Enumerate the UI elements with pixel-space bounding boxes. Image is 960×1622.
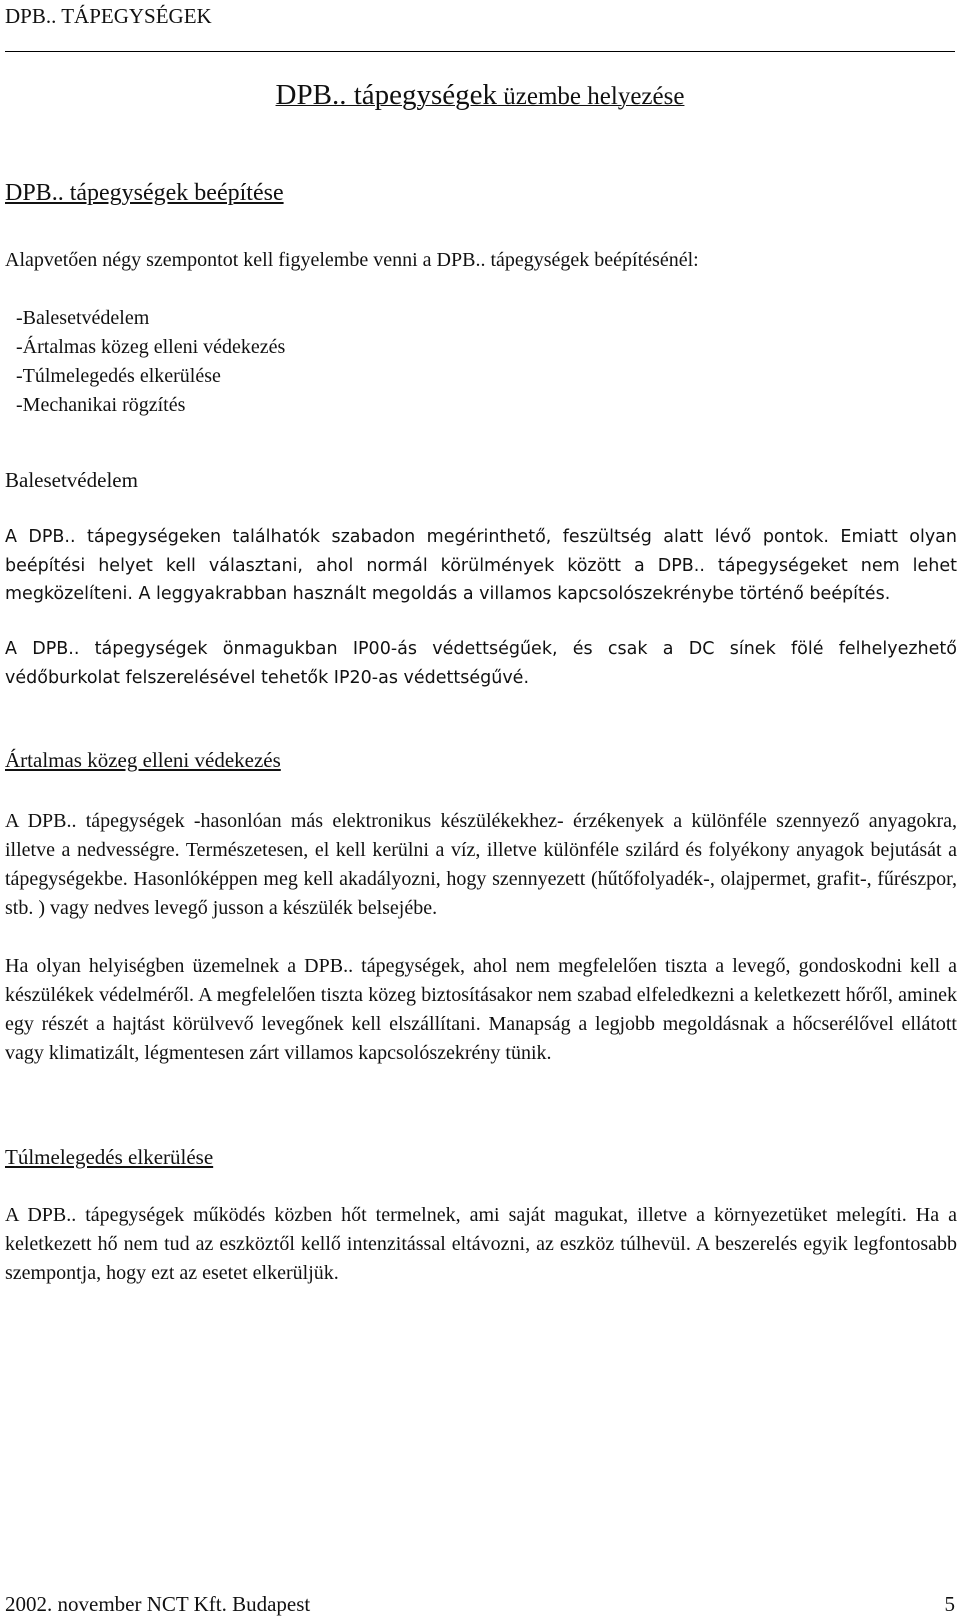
page-title-rest: üzembe helyezése [497,83,685,110]
list-item: -Mechanikai rögzítés [16,394,186,416]
subsection-title-balesetvedelem: Balesetvédelem [5,468,138,492]
balesetvedelem-paragraph-2: A DPB.. tápegységek önmagukban IP00-ás védettségűek, és csak a DC sínek fölé felhelyezhető védőburkolat felszerelésével tehetők IP20-as védettségűvé. [5,639,957,688]
artalmas-paragraph-2: Ha olyan helyiségben üzemelnek a DPB.. tápegységek, ahol nem megfelelően tiszta a levegő, gondoskodni kell a készülékek védelméről. A megfelelően tiszta közeg biztosításakor nem szabad elfeledkezni a keletkezett hőről, aminek egy részét a hajtást körülvevő levegőnek kell elszállítani. Manapság a legjobb megoldásnak a hőcserélővel ellátott vagy klimatizált, légmentesen zárt villamos kapcsolószekrény tünik. [5,955,957,1064]
page-title [0,79,960,112]
list-item: -Túlmelegedés elkerülése [16,365,221,387]
subsection-title-artalmas: Ártalmas közeg elleni védekezés [5,748,281,772]
balesetvedelem-paragraph: A DPB.. tápegységeken találhatók szabadon megérinthető, feszültség alatt lévő pontok. Emiatt olyan beépítési helyet kell választani, ahol normál körülmények között a DPB.. tápegységeket nem lehet megközelíteni. A leggyakrabban használt megoldás a villamos kapcsolószekrénybe történő beépítés. [5,527,957,604]
section-title: DPB.. tápegységek beépítése [5,180,284,206]
intro-text: Alapvetően négy szempontot kell figyelembe venni a DPB.. tápegységek beépítésénél: [5,249,699,271]
artalmas-paragraph: A DPB.. tápegységek -hasonlóan más elektronikus készülékekhez- érzékenyek a különféle szennyező anyagokra, illetve a nedvességre. Természetesen, el kell kerülni a víz, illetve különféle szilárd és folyékony anyagok bejutását a tápegységekbe. Hasonlóképpen meg kell akadályozni, hogy szennyezett (hűtőfolyadék-, olajpermet, grafit-, fűrészpor, stb. ) vagy nedves levegő jusson a készülék belsejébe. [5,810,957,919]
page-number: 5 [944,1592,955,1616]
criteria-list [16,304,285,420]
footer-text: 2002. november NCT Kft. Budapest [5,1592,311,1616]
page-title-main: DPB.. tápegységek [275,79,498,111]
list-item: -Ártalmas közeg elleni védekezés [16,336,286,358]
header-divider [5,51,955,52]
running-header: DPB.. TÁPEGYSÉGEK [5,4,212,28]
list-item: -Balesetvédelem [16,307,150,329]
subsection-title-tulmelegedes: Túlmelegedés elkerülése [5,1145,214,1169]
tulmelegedes-paragraph: A DPB.. tápegységek működés közben hőt termelnek, ami saját magukat, illetve a környezetüket melegíti. Ha a keletkezett hő nem tud az eszköztől kellő intenzitással eltávozni, az eszköz túlhevül. A beszerelés egyik legfontosabb szempontja, hogy ezt az esetet elkerüljük. [5,1204,957,1284]
